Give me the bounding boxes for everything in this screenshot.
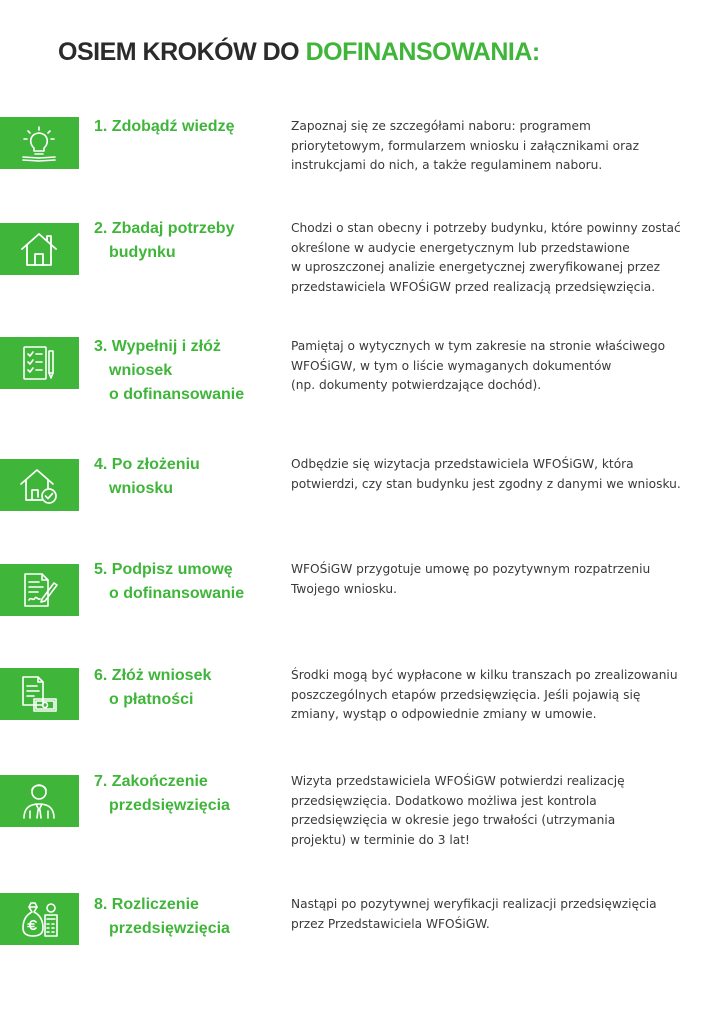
step-title-line: 1. Zdobądź wiedzę — [94, 118, 235, 135]
step-description-line: zmiany, wystąp o odpowiednie zmiany w umowie. — [291, 707, 597, 722]
step-title — [94, 217, 274, 265]
step-1 — [0, 115, 722, 215]
step-description-line: Wizyta przedstawiciela WFOŚiGW potwierdzi realizację — [291, 774, 625, 788]
house-icon — [18, 228, 60, 270]
step-title — [94, 893, 274, 941]
contract-sign-icon — [18, 569, 60, 611]
step-description-line: określone w audycie energetycznym lub przedstawione — [291, 240, 630, 255]
step-description-line: instrukcjami do nich, a także regulaminem naboru. — [291, 158, 603, 173]
step-description-line: Środki mogą być wypłacone w kilku transzach po zrealizowaniu — [291, 668, 678, 682]
step-title — [94, 115, 274, 139]
lightbulb-book-icon — [18, 122, 60, 164]
step-title-line: o dofinansowanie — [109, 585, 245, 602]
document-money-icon — [18, 673, 60, 715]
step-title-line: 6. Złóż wniosek — [94, 667, 212, 684]
step-title-line: wniosku — [109, 480, 174, 497]
step-icon-box — [0, 459, 79, 511]
step-title-line: 2. Zbadaj potrzeby — [94, 220, 235, 237]
step-description-line: Pamiętaj o wytycznych w tym zakresie na stronie właściwego — [291, 339, 666, 353]
step-description — [291, 117, 711, 176]
step-description-line: WFOŚiGW przygotuje umowę po pozytywnym rozpatrzeniu — [291, 562, 651, 576]
step-icon-box — [0, 893, 79, 945]
step-title-line: budynku — [109, 244, 176, 261]
step-title — [94, 558, 274, 606]
step-description — [291, 337, 711, 396]
step-description-line: przedsięwzięcia. Dodatkowo możliwa jest kontrola — [291, 793, 597, 808]
step-8 — [0, 893, 722, 993]
step-description-line: (np. dokumenty potwierdzające dochód). — [291, 378, 542, 393]
step-title-line: 7. Zakończenie — [94, 773, 208, 790]
step-description-line: Twojego wniosku. — [291, 581, 397, 596]
step-title-line: 8. Rozliczenie — [94, 896, 199, 913]
step-description-line: przedsięwzięcia w okresie jego trwałości (utrzymania — [291, 813, 616, 828]
step-title-line: przedsięwzięcia — [109, 797, 230, 814]
step-title-line: o dofinansowanie — [109, 386, 245, 403]
inspector-person-icon — [18, 780, 60, 822]
step-description-line: Zapoznaj się ze szczegółami naboru: programem — [291, 119, 591, 133]
step-description — [291, 560, 711, 599]
step-title — [94, 770, 274, 818]
step-description-line: w uproszczonej analizie energetycznej zweryfikowanej przez — [291, 260, 660, 275]
step-title-line: 5. Podpisz umowę — [94, 561, 233, 578]
step-icon-box — [0, 775, 79, 827]
step-description-line: przez Przedstawiciela WFOŚiGW. — [291, 916, 490, 931]
step-title-line: o płatności — [109, 691, 194, 708]
step-5 — [0, 558, 722, 658]
step-title-line: wniosek — [109, 362, 173, 379]
step-2 — [0, 217, 722, 317]
checklist-pencil-icon — [18, 342, 60, 384]
step-description — [291, 895, 711, 934]
step-description-line: Chodzi o stan obecny i potrzeby budynku, które powinny zostać — [291, 221, 681, 235]
step-description-line: Nastąpi po pozytywnej weryfikacji realizacji przedsięwzięcia — [291, 897, 657, 911]
step-title — [94, 453, 274, 501]
step-icon-box — [0, 668, 79, 720]
step-title-line: 3. Wypełnij i złóż — [94, 338, 221, 355]
title-part-accent: DOFINANSOWANIA: — [305, 38, 540, 66]
step-icon-box — [0, 223, 79, 275]
house-check-icon — [18, 464, 60, 506]
step-description-line: Odbędzie się wizytacja przedstawiciela WFOŚiGW, która — [291, 457, 634, 471]
step-icon-box — [0, 564, 79, 616]
step-description — [291, 666, 711, 725]
step-description — [291, 772, 711, 850]
step-title — [94, 335, 274, 407]
step-description — [291, 219, 711, 297]
step-title — [94, 664, 274, 712]
step-4 — [0, 453, 722, 553]
step-description-line: potwierdzi, czy stan budynku jest zgodny z danymi we wniosku. — [291, 476, 681, 491]
step-description-line: WFOŚiGW, w tym o liście wymaganych dokumentów — [291, 358, 612, 373]
step-title-line: przedsięwzięcia — [109, 920, 230, 937]
title-part-dark: OSIEM KROKÓW DO — [58, 38, 306, 66]
page-title — [58, 38, 540, 67]
step-description-line: poszczególnych etapów przedsięwzięcia. Jeśli pojawią się — [291, 687, 641, 702]
step-6 — [0, 664, 722, 764]
step-description — [291, 455, 711, 494]
step-icon-box — [0, 117, 79, 169]
step-7 — [0, 770, 722, 870]
step-icon-box — [0, 337, 79, 389]
step-description-line: projektu) w terminie do 3 lat! — [291, 832, 470, 847]
step-description-line: priorytetowym, formularzem wniosku i załącznikami oraz — [291, 138, 639, 153]
step-description-line: przedstawiciela WFOŚiGW przed realizacją przedsięwzięcia. — [291, 279, 656, 294]
step-title-line: 4. Po złożeniu — [94, 456, 200, 473]
money-bag-calculator-icon — [18, 898, 60, 940]
step-3 — [0, 335, 722, 435]
